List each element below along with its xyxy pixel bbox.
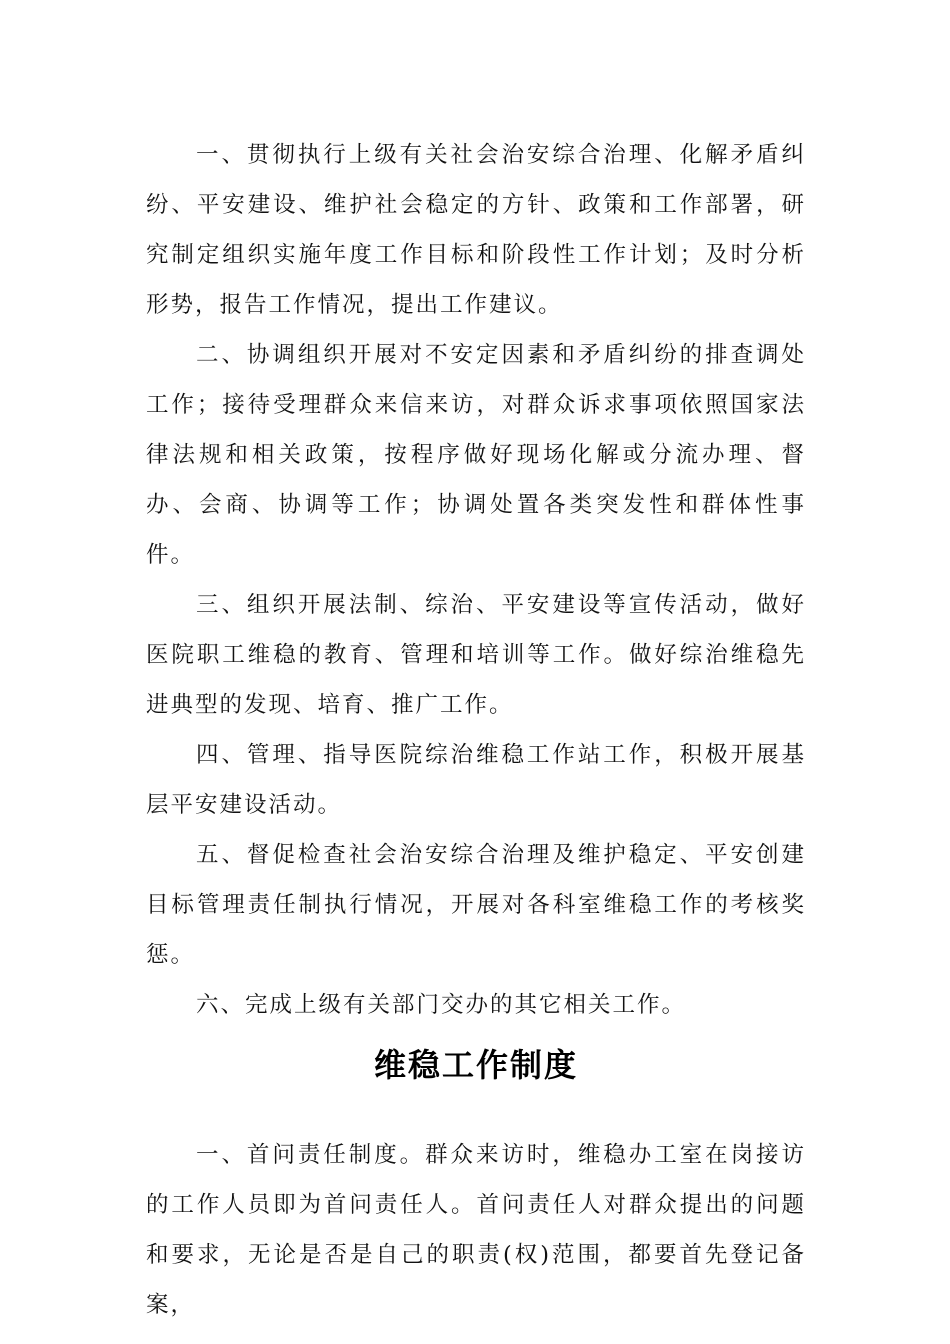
duty-paragraph-4: 四、管理、指导医院综治维稳工作站工作，积极开展基层平安建设活动。 bbox=[146, 742, 806, 818]
duty-paragraph-3: 三、组织开展法制、综治、平安建设等宣传活动，做好医院职工维稳的教育、管理和培训等工作。做好综治维稳先进典型的发现、培育、推广工作。 bbox=[146, 592, 806, 718]
document-body bbox=[146, 130, 806, 1330]
duty-paragraph-5: 五、督促检查社会治安综合治理及维护稳定、平安创建目标管理责任制执行情况，开展对各科室维稳工作的考核奖惩。 bbox=[146, 842, 806, 968]
rule-paragraph-1: 一、首问责任制度。群众来访时，维稳办工室在岗接访的工作人员即为首问责任人。首问责任人对群众提出的问题和要求，无论是否是自己的职责(权)范围，都要首先登记备案， bbox=[146, 1142, 806, 1318]
duty-paragraph-2: 二、协调组织开展对不安定因素和矛盾纠纷的排查调处工作；接待受理群众来信来访，对群众诉求事项依照国家法律法规和相关政策，按程序做好现场化解或分流办理、督办、会商、协调等工作；协调处置各类突发性和群体性事件。 bbox=[146, 342, 806, 568]
duty-paragraph-6: 六、完成上级有关部门交办的其它相关工作。 bbox=[196, 992, 687, 1018]
section-title: 维稳工作制度 bbox=[373, 1046, 578, 1084]
duty-paragraph-1: 一、贯彻执行上级有关社会治安综合治理、化解矛盾纠纷、平安建设、维护社会稳定的方针、政策和工作部署，研究制定组织实施年度工作目标和阶段性工作计划；及时分析形势，报告工作情况，提出工作建议。 bbox=[146, 142, 806, 318]
